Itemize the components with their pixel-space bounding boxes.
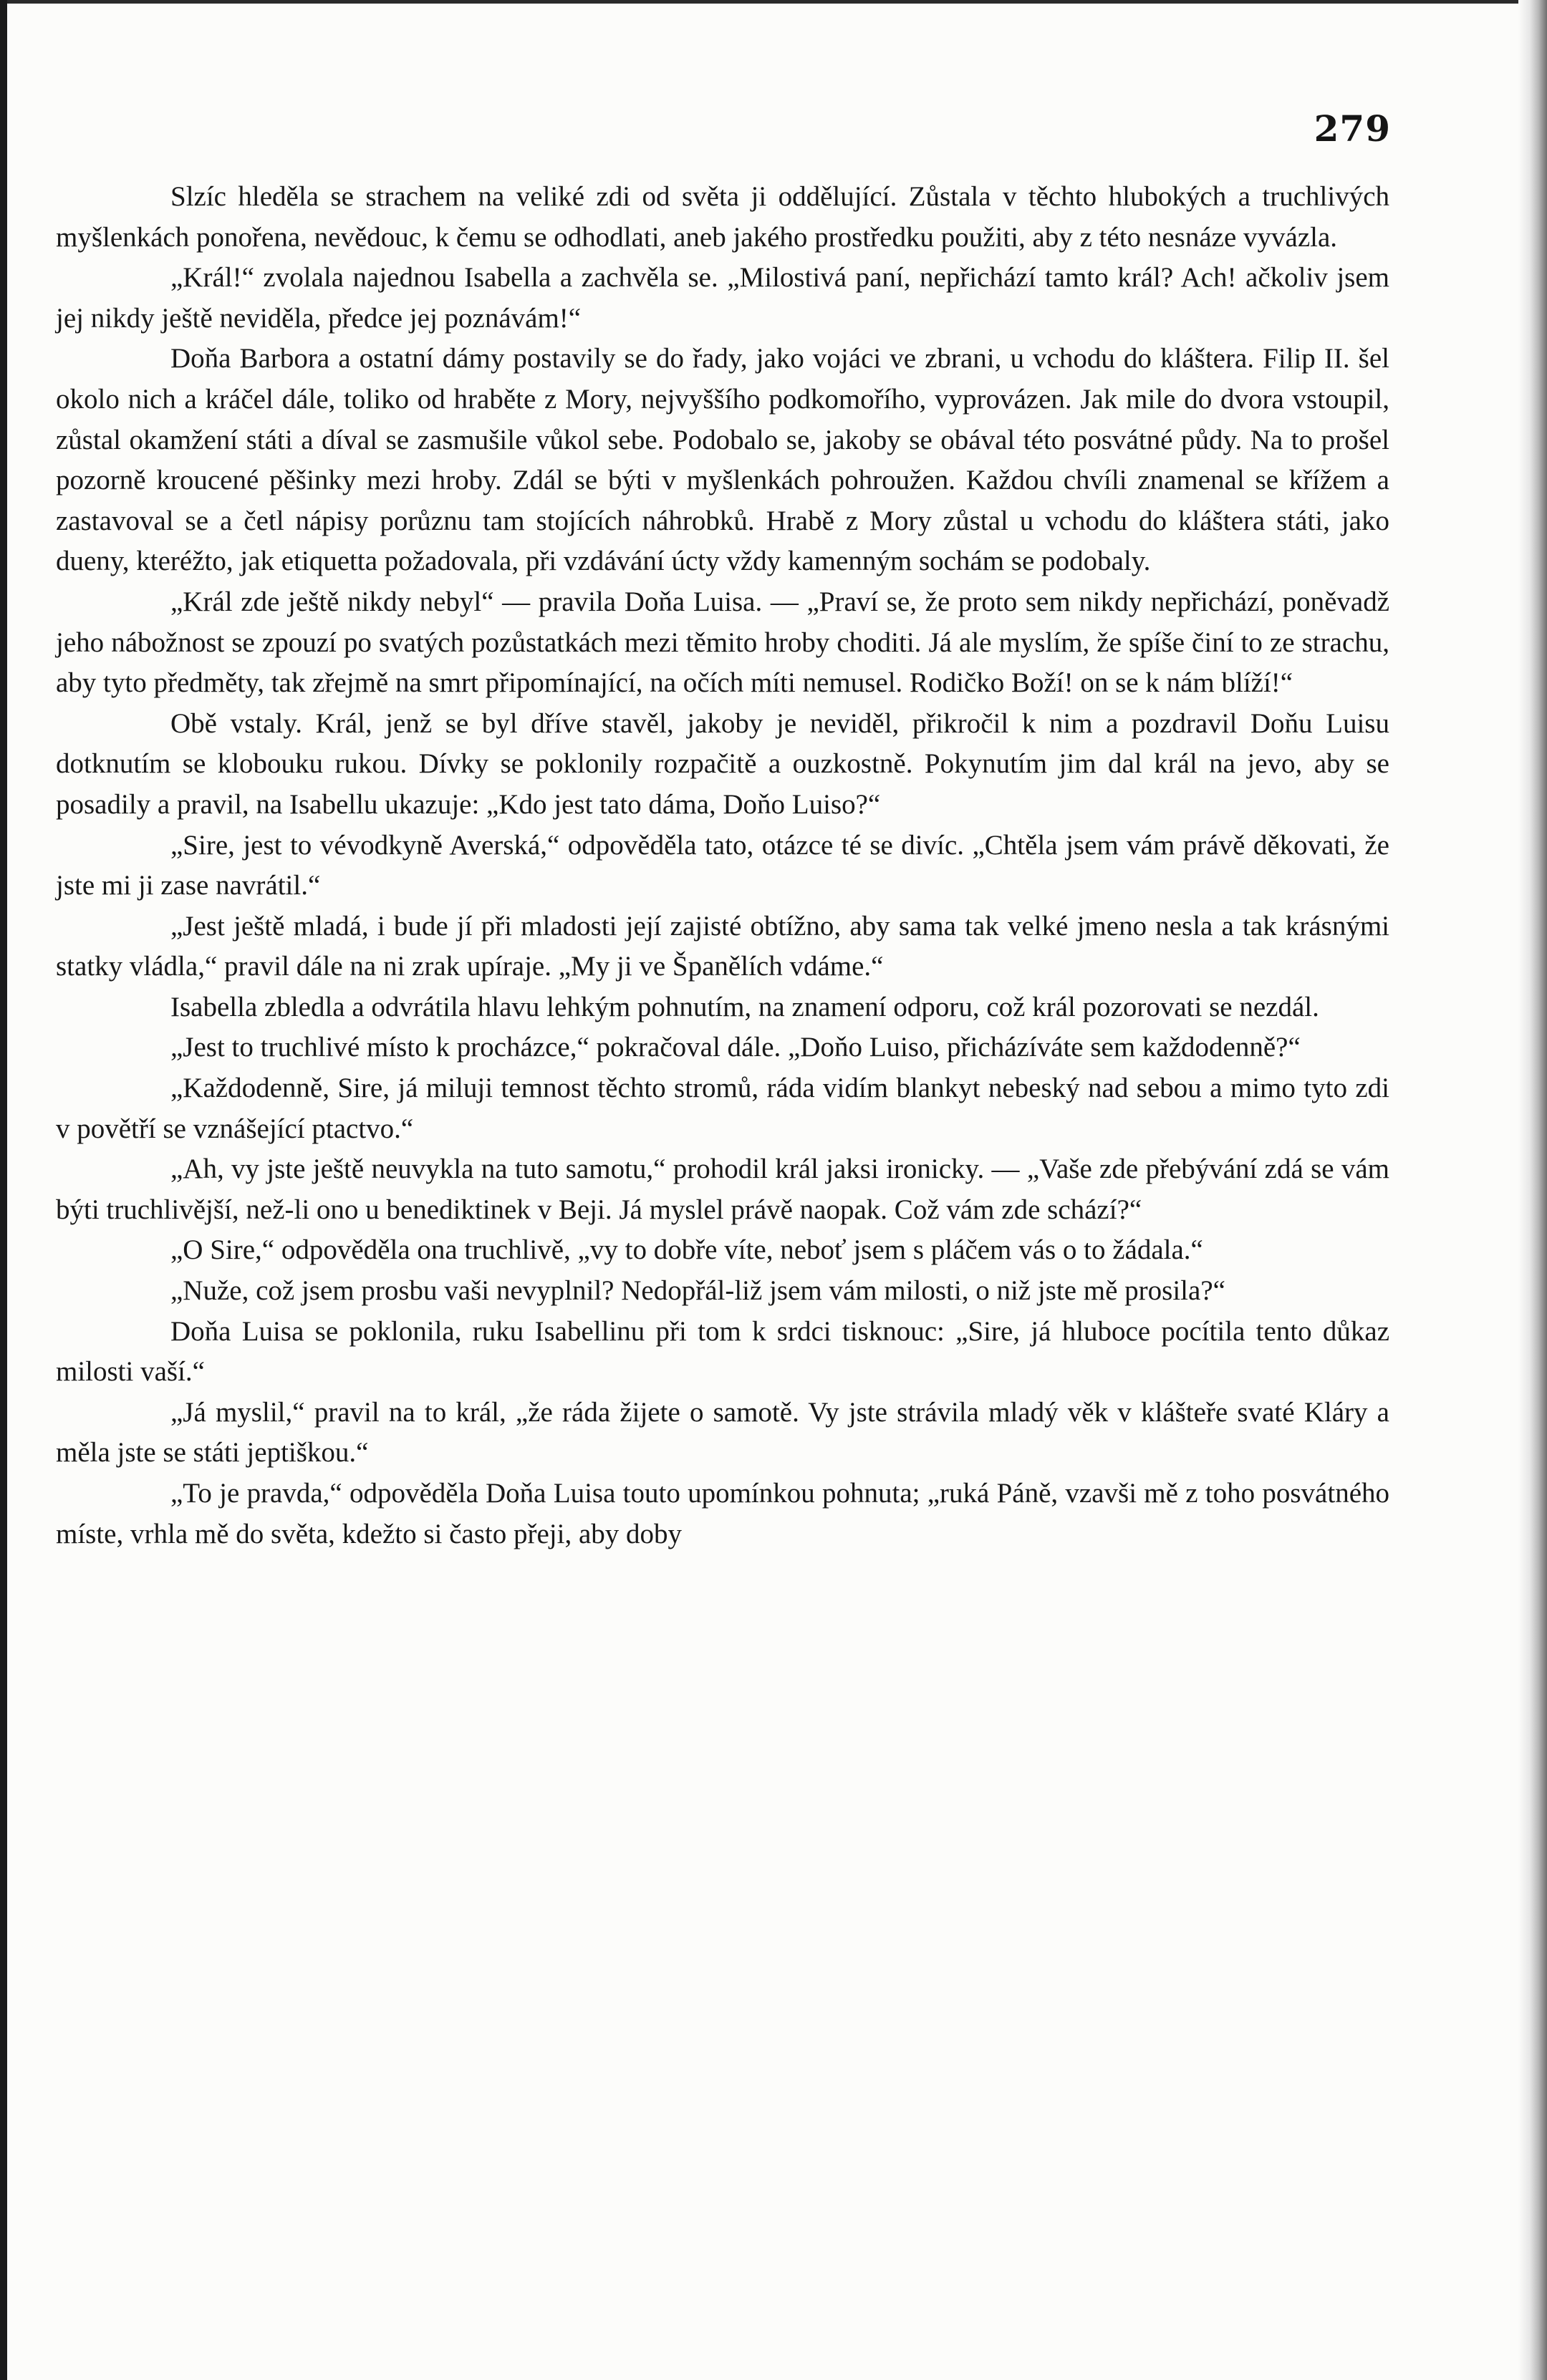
paragraph: „To je pravda,“ odpověděla Doňa Luisa touto upomínkou pohnuta; „ruká Páně, vzavši mě z toho posvátného míste, vrhla mě do světa, kdežto si často přeji, aby doby <box>56 1478 1389 1549</box>
paragraph: „Jest to truchlivé místo k procházce,“ pokračoval dále. „Doňo Luiso, přicházíváte sem každodenně?“ <box>170 1032 1301 1063</box>
paragraph: „Král zde ještě nikdy nebyl“ — pravila Doňa Luisa. — „Praví se, že proto sem nikdy nepřichází, poněvadž jeho nábožnost se zpouzí po svatých pozůstatkách mezi těmito hroby choditi. Já ale myslím, že spíše činí to ze strachu, aby tyto předměty, tak zřejmě na smrt připomínající, na očích míti nemusel. Rodičko Boží! on se k nám blíží!“ <box>56 586 1389 699</box>
paragraph: Doňa Barbora a ostatní dámy postavily se do řady, jako vojáci ve zbrani, u vchodu do kláštera. Filip II. šel okolo nich a kráčel dále, toliko od hraběte z Mory, nejvyššího podkomořího, vyprovázen. Jak mile do dvora vstoupil, zůstal okamžení státi a díval se zasmušile vůkol sebe. Podobalo se, jakoby se obával této posvátné půdy. Na to prošel pozorně kroucené pěšinky mezi hroby. Zdál se býti v myšlenkách pohroužen. Každou chvíli znamenal se křížem a zastavoval se a četl nápisy porůznu tam stojících náhrobků. Hrabě z Mory zůstal u vchodu do kláštera státi, jako dueny, kteréžto, jak etiquetta požadovala, při vzdávání úcty vždy kamenným sochám se podobaly. <box>56 343 1389 577</box>
paragraph: Isabella zbledla a odvrátila hlavu lehkým pohnutím, na znamení odporu, což král pozorovati se nezdál. <box>170 991 1319 1022</box>
body-text <box>56 177 1389 1554</box>
paragraph: „O Sire,“ odpověděla ona truchlivě, „vy to dobře víte, neboť jsem s pláčem vás o to žádala.“ <box>170 1234 1203 1266</box>
paragraph: „Každodenně, Sire, já miluji temnost těchto stromů, ráda vidím blankyt nebeský nad sebou a mimo tyto zdi v povětří se vznášející ptactvo.“ <box>56 1073 1389 1144</box>
paragraph: Doňa Luisa se poklonila, ruku Isabellinu při tom k srdci tisknouc: „Sire, já hluboce pocítila tento důkaz milosti vaší.“ <box>56 1315 1389 1388</box>
scan-top-edge <box>0 0 1547 4</box>
scan-left-edge <box>0 0 7 2380</box>
paragraph: „Ah, vy jste ještě neuvykla na tuto samotu,“ prohodil král jaksi ironicky. — „Vaše zde přebývání zdá se vám býti truchlivější, než-li ono u benediktinek v Beji. Já myslel právě naopak. Což vám zde schází?“ <box>56 1153 1389 1225</box>
paragraph: Slzíc hleděla se strachem na veliké zdi od světa ji oddělující. Zůstala v těchto hlubokých a truchlivých myšlenkách ponořena, nevědouc, k čemu se odhodlati, aneb jakého prostředku použiti, aby z této nesnáze vyvázla. <box>56 181 1389 253</box>
paragraph: „Jest ještě mladá, i bude jí při mladosti její zajisté obtížno, aby sama tak velké jmeno nesla a tak krásnými statky vládla,“ pravil dále na ni zrak upíraje. „My ji ve Španělích vdáme.“ <box>56 910 1389 982</box>
paragraph: „Sire, jest to vévodkyně Averská,“ odpověděla tato, otázce té se divíc. „Chtěla jsem vám právě děkovati, že jste mi ji zase navrátil.“ <box>56 829 1389 901</box>
paragraph: „Nuže, což jsem prosbu vaši nevyplnil? Nedopřál-liž jsem vám milosti, o niž jste mě prosila?“ <box>170 1275 1225 1307</box>
paragraph: „Já myslil,“ pravil na to král, „že ráda žijete o samotě. Vy jste strávila mladý věk v klášteře svaté Kláry a měla jste se státi jeptiškou.“ <box>56 1396 1389 1469</box>
page-number: 279 <box>1314 107 1391 150</box>
paragraph: Obě vstaly. Král, jenž se byl dříve stavěl, jakoby je neviděl, přikročil k nim a pozdravil Doňu Luisu dotknutím se klobouku rukou. Dívky se poklonily rozpačitě a ouzkostně. Pokynutím jim dal král na jevo, aby se posadily a pravil, na Isabellu ukazuje: „Kdo jest tato dáma, Doňo Luiso?“ <box>56 707 1389 820</box>
scan-right-edge <box>1518 0 1547 2380</box>
paragraph: „Král!“ zvolala najednou Isabella a zachvěla se. „Milostivá paní, nepřichází tamto král? Ach! ačkoliv jsem jej nikdy ještě neviděla, předce jej poznávám!“ <box>56 262 1389 334</box>
